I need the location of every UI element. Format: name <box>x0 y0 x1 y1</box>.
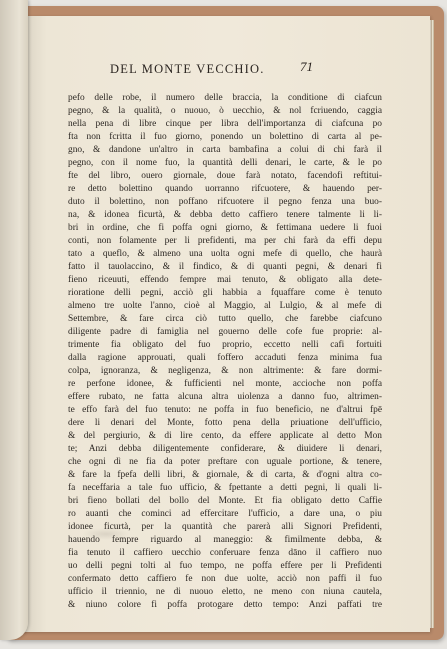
text-line: colpa, ignoranza, & negligenza, & non altrimente: & fare dormi- <box>68 366 382 376</box>
text-line: idonee ficurtà, per la quantità che parerà alli Signori Prefidenti, <box>68 522 382 532</box>
text-line: almeno tre uolte l'anno, cioè al Maggio, al Lulgio, & al mefe di <box>68 301 382 311</box>
text-line: diligente padre di famiglia nel gouerno delle cofe fue proprie: al- <box>68 327 382 337</box>
text-line: effere rubato, ne fatta alcuna altra uiolenza a danno fuo, altrimen- <box>68 392 382 402</box>
text-line: dalla ragione approuati, quali foffero accaduti fenza minima fua <box>68 353 382 363</box>
text-line: fieno riceuuti, effendo fempre mai tenuto, & obligato alla dete- <box>68 275 382 285</box>
text-line: & del pergiurio, & di lire cento, da effere applicate al detto Mon <box>68 431 382 441</box>
text-line: rioratione delli pegni, acciò gli habbia a fquaffare come è tenuto <box>68 288 382 298</box>
text-line: fatto il tauolaccino, & il findico, & di quanti pegni, & denari fi <box>68 262 382 272</box>
text-line: fa neceffaria a tale fuo ufficio, & fpettante a detti pegni, li quali li- <box>68 483 382 493</box>
page-number: 71 <box>300 59 313 74</box>
text-line: re perfone idonee, & fufficienti nel monte, accioche non poffa <box>68 379 382 389</box>
text-line: te; Anzi debba diligentemente confiderare, & diuidere li denari, <box>68 444 382 454</box>
text-line: fta non fcritta il fuo giorno, ponendo un bolettino di carta al pe- <box>68 132 382 142</box>
page-header <box>110 59 410 84</box>
faded-stamp-mark <box>82 528 130 540</box>
running-head: DEL MONTE VECCHIO. <box>110 62 265 76</box>
text-line: & fare la fpefa delli libri, & giornale, & di carta, & d'ogni altra co- <box>68 470 382 480</box>
text-line: ufficio il triennio, ne di nuouo eletto, ne meno con niuna cautela, <box>68 587 382 597</box>
text-line: pefo delle robe, il numero delle braccia, la conditione di ciafcun <box>68 93 382 103</box>
left-page-curl <box>0 0 28 640</box>
text-line: gno, & dandone un'altro in carta bambafina a colui di chi farà il <box>68 145 382 155</box>
text-line: bri fieno bollati del bollo del Monte. Et fia obligato detto Caffie <box>68 496 382 506</box>
text-line: duto il bolettino, non poffano rifcuotere il pegno fenza una buo- <box>68 197 382 207</box>
text-line: confermato detto caffiero fe non due uolte, acciò non paffi il fuo <box>68 574 382 584</box>
text-line: bri in ordine, che fi poffa ogni giorno, & fettimana uedere li fuoi <box>68 223 382 233</box>
text-line: che ogni dì ne fia da poter preftare con uguale portione, & tenere, <box>68 457 382 467</box>
text-line: uo delli pegni tolti al fuo tempo, ne poffa effere per li Prefidenti <box>68 561 382 571</box>
text-line: fte del libro, ouero giornale, doue farà notato, facendofi reftitui- <box>68 171 382 181</box>
text-line: & niuno colore fi poffa protogare detto tempo: Anzi paffati tre <box>68 600 382 610</box>
text-line: trimente fia obligato del fuo proprio, eccetto nelli cafi fortuiti <box>68 340 382 350</box>
text-line: Settembre, & fare circa ciò tutto quello, che farebbe ciafcuno <box>68 314 382 324</box>
text-line: te effo farà del fuo tenuto: ne poffa in fuo beneficio, ne d'altrui fpē <box>68 405 382 415</box>
text-line: dere li denari del Monte, fotto pena della priuatione dell'ufficio, <box>68 418 382 428</box>
text-line: hauendo fempre riguardo al maneggio: & fimilmente debba, & <box>68 535 382 545</box>
text-line: ro auanti che cominci ad effercitare l'ufficio, a dare una, o piu <box>68 509 382 519</box>
text-line: nella pena di libre cinque per libra dell'importanza di ciafcuna po <box>68 119 382 129</box>
text-line: tato a queflo, & almeno una uolta ogni mefe di quello, che haurà <box>68 249 382 259</box>
text-line: pegno, con il nome fuo, la quantità delli denari, le carte, & le po <box>68 158 382 168</box>
text-line: na, & idonea ficurtà, & debba detto caffiero tenere talmente li li- <box>68 210 382 220</box>
text-line: fia tenuto il caffiero uecchio conferuare fenza dāno il caffiero nuo <box>68 548 382 558</box>
text-line: re detto bolettino quando uorranno rifcuotere, & hauendo per- <box>68 184 382 194</box>
text-line: conti, non folamente per li prefidenti, ma per chi farà da effi depu <box>68 236 382 246</box>
text-line: pegno, & la qualità, o nuouo, ò uecchio, & nol fcriuendo, caggia <box>68 106 382 116</box>
